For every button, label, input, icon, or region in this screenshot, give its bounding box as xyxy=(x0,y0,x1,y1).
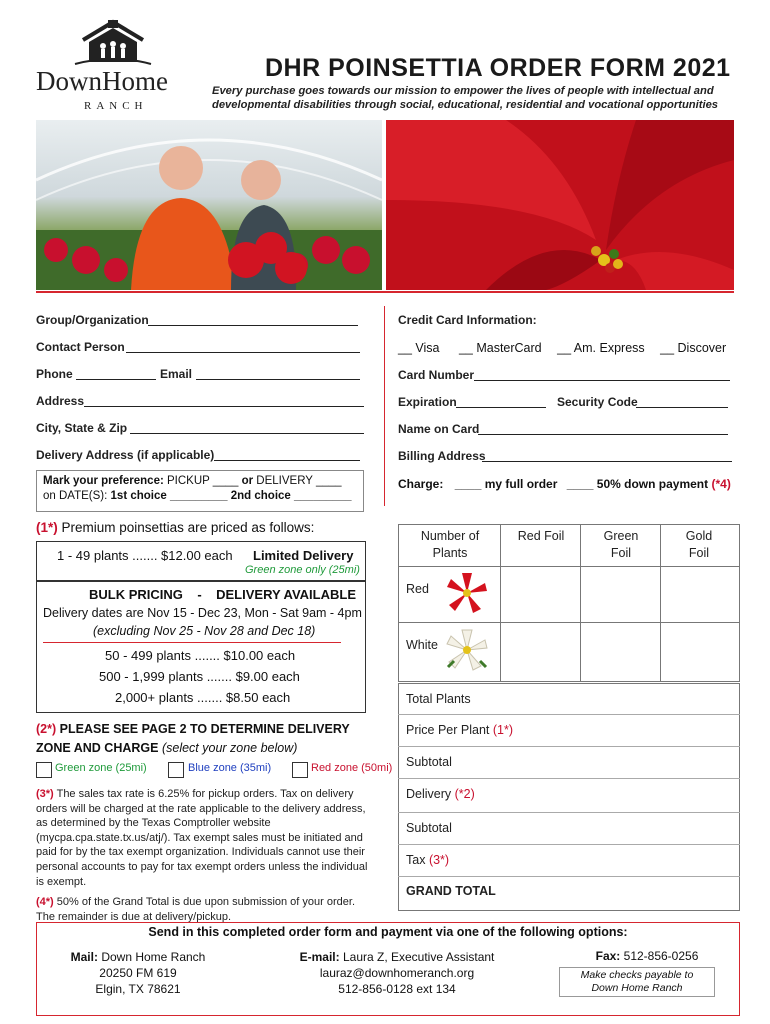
bulk-divider xyxy=(43,642,341,643)
credit-card-title: Credit Card Information: xyxy=(398,313,537,327)
discover-option[interactable]: __ Discover xyxy=(660,341,727,355)
email-field[interactable] xyxy=(196,379,360,380)
or-label: or xyxy=(241,475,254,487)
table-vline xyxy=(500,524,501,681)
pickup-option[interactable]: PICKUP ____ xyxy=(167,475,239,487)
charge-down-option[interactable]: ____ 50% down payment xyxy=(566,477,709,491)
email-phone: 512-856-0128 ext 134 xyxy=(338,982,456,996)
contact-person-label: Contact Person xyxy=(36,340,125,354)
expiration-label: Expiration xyxy=(398,395,457,409)
zone-note-sub: (select your zone below) xyxy=(161,741,298,755)
row-red-label: Red xyxy=(406,582,429,596)
date-label: on DATE(S): xyxy=(43,490,108,502)
group-organization-label: Group/Organization xyxy=(36,313,149,327)
checks-box xyxy=(559,967,715,997)
price-per-plant-label: Price Per Plant xyxy=(406,723,490,737)
tier3-price: 500 - 1,999 plants ....... $9.00 each xyxy=(99,669,300,684)
totals-hline xyxy=(398,876,740,877)
delivery-note: (*2) xyxy=(454,787,475,801)
poinsettia-image xyxy=(386,120,734,290)
city-state-zip-field[interactable] xyxy=(130,433,364,434)
greenhouse-image xyxy=(36,120,382,290)
tax-row xyxy=(406,853,449,867)
first-choice-field[interactable]: 1st choice _________ xyxy=(110,490,228,502)
red-poinsettia-icon xyxy=(444,570,490,616)
totals-hline xyxy=(398,778,740,779)
price-per-plant-note: (1*) xyxy=(492,723,514,737)
delivery-row xyxy=(406,787,475,801)
red-zone-checkbox[interactable] xyxy=(292,762,308,778)
subtotal1-label: Subtotal xyxy=(406,755,452,769)
divider-line xyxy=(36,291,734,293)
mail-block xyxy=(53,949,223,997)
security-code-field[interactable] xyxy=(636,407,728,408)
totals-hline xyxy=(398,714,740,715)
table-hline xyxy=(398,622,740,623)
tax-label: Tax xyxy=(406,853,426,867)
fax-label: Fax: xyxy=(595,949,621,963)
bulk-dates: Delivery dates are Nov 15 - Dec 23, Mon - Sat 9am - 4pm xyxy=(43,606,362,620)
delivery-address-label: Delivery Address (if applicable) xyxy=(36,448,215,462)
table-vline xyxy=(580,524,581,681)
green-zone-checkbox[interactable] xyxy=(36,762,52,778)
contact-person-field[interactable] xyxy=(126,352,360,353)
tier1-tag: Limited Delivery xyxy=(253,548,354,563)
email-label: Email xyxy=(160,367,193,381)
column-divider xyxy=(384,306,385,506)
tier4-price: 2,000+ plants ....... $8.50 each xyxy=(115,690,291,705)
mastercard-option[interactable]: __ MasterCard xyxy=(458,341,542,355)
header-gold-foil: Gold Foil xyxy=(685,529,713,560)
row-white-label: White xyxy=(406,638,438,652)
grand-note-text: 50% of the Grand Total is due upon submission of your order. The remainder is due at delivery/pickup. xyxy=(36,896,355,923)
zone-note-title: PLEASE SEE PAGE 2 TO DETERMINE DELIVERY ZONE AND CHARGE xyxy=(36,722,350,755)
name-on-card-label: Name on Card xyxy=(398,422,480,436)
bulk-title: BULK PRICING - DELIVERY AVAILABLE xyxy=(89,587,356,602)
tax-note-text: The sales tax rate is 6.25% for pickup orders. Tax on delivery orders will be charged at the rate applicable to the delivery address, as determined by the Texas Comptroller website (mycpa.cpa.state.tx.us/atj/). Tax exempt sales must be initiated and paid for by the tax exempt organization. Individuals cannot use their personal accounts to pay for tax exempt orders unless the individual is exempt. xyxy=(36,788,368,888)
charge-label: Charge: xyxy=(398,477,444,491)
zone-note xyxy=(36,720,366,758)
security-code-label: Security Code xyxy=(557,395,638,409)
pricing-note xyxy=(36,520,314,535)
pricing-note-num: (1*) xyxy=(36,520,58,535)
bulk-exclusions: (excluding Nov 25 - Nov 28 and Dec 18) xyxy=(93,624,316,638)
amex-option[interactable]: __ Am. Express xyxy=(557,341,645,355)
poinsettia-closeup-photo xyxy=(386,120,734,290)
tier1-price: 1 - 49 plants ....... $12.00 each xyxy=(57,548,233,563)
card-number-label: Card Number xyxy=(398,368,475,382)
price-per-plant-row xyxy=(406,723,513,737)
visa-option[interactable]: __ Visa xyxy=(398,341,440,355)
grand-note-num: (4*) xyxy=(36,896,54,908)
fax-number: 512-856-0256 xyxy=(623,949,699,963)
blue-zone-label: Blue zone (35mi) xyxy=(188,762,272,774)
mail-street: 20250 FM 619 xyxy=(99,966,177,980)
name-on-card-field[interactable] xyxy=(478,434,728,435)
preference-box xyxy=(36,470,364,512)
zone-note-num: (2*) xyxy=(36,722,57,736)
white-poinsettia-icon xyxy=(444,627,490,673)
delivery-address-field[interactable] xyxy=(214,460,360,461)
totals-hline xyxy=(398,746,740,747)
billing-address-field[interactable] xyxy=(482,461,732,462)
group-organization-field[interactable] xyxy=(148,325,358,326)
header-red-foil: Red Foil xyxy=(517,529,565,543)
city-state-zip-label: City, State & Zip xyxy=(36,421,128,435)
logo-subtitle: RANCH xyxy=(84,100,148,112)
address-label: Address xyxy=(36,394,85,408)
total-plants-label: Total Plants xyxy=(406,692,471,706)
table-vline xyxy=(660,524,661,681)
preference-label: Mark your preference: xyxy=(43,475,164,487)
footer-box xyxy=(36,922,740,1016)
second-choice-field[interactable]: 2nd choice _________ xyxy=(230,490,352,502)
tax-note-num: (3*) xyxy=(36,788,54,800)
tier2-price: 50 - 499 plants ....... $10.00 each xyxy=(105,648,296,663)
expiration-field[interactable] xyxy=(456,407,546,408)
table-hline xyxy=(398,566,740,567)
charge-row xyxy=(398,477,731,491)
header-number-of-plants: Number of Plants xyxy=(420,529,480,560)
blue-zone-checkbox[interactable] xyxy=(168,762,184,778)
grand-total-label: GRAND TOTAL xyxy=(406,884,496,898)
mail-label: Mail: xyxy=(70,950,98,964)
charge-note: (*4) xyxy=(711,477,731,491)
greenhouse-photo xyxy=(36,120,382,290)
email-name: Laura Z, Executive Assistant xyxy=(342,950,495,964)
card-type-options xyxy=(398,341,726,355)
card-number-field[interactable] xyxy=(474,380,730,381)
tax-note xyxy=(36,787,372,889)
send-instructions: Send in this completed order form and payment via one of the following options: xyxy=(148,925,628,939)
header-green-foil: Green Foil xyxy=(603,529,639,560)
fax-block xyxy=(577,949,717,963)
grand-total-note xyxy=(36,895,372,924)
page-title: DHR POINSETTIA ORDER FORM 2021 xyxy=(265,54,731,82)
bulk-pricing-box xyxy=(36,581,366,713)
email-block xyxy=(277,949,517,997)
down-home-ranch-logo xyxy=(28,18,198,118)
totals-hline xyxy=(398,844,740,845)
barn-icon xyxy=(73,18,153,66)
charge-full-option[interactable]: ____ my full order xyxy=(454,477,558,491)
tier1-zone: Green zone only (25mi) xyxy=(245,564,360,576)
totals-hline xyxy=(398,812,740,813)
mail-city: Elgin, TX 78621 xyxy=(95,982,181,996)
phone-field[interactable] xyxy=(76,379,156,380)
billing-address-label: Billing Address xyxy=(398,449,486,463)
email-label: E-mail: xyxy=(299,950,340,964)
checks-line2: Down Home Ranch xyxy=(591,982,683,994)
phone-label: Phone xyxy=(36,367,73,381)
delivery-label: Delivery xyxy=(406,787,452,801)
pricing-note-text: Premium poinsettias are priced as follows: xyxy=(61,520,315,535)
address-field[interactable] xyxy=(84,406,364,407)
red-zone-label: Red zone (50mi) xyxy=(311,762,393,774)
subtotal2-label: Subtotal xyxy=(406,821,452,835)
checks-line1: Make checks payable to xyxy=(580,969,694,981)
green-zone-label: Green zone (25mi) xyxy=(55,762,147,774)
delivery-option[interactable]: DELIVERY ____ xyxy=(256,475,342,487)
mail-name: Down Home Ranch xyxy=(101,950,206,964)
tax-note-ref: (3*) xyxy=(428,853,450,867)
email-address[interactable]: lauraz@downhomeranch.org xyxy=(319,966,475,980)
logo-wordmark: DownHome xyxy=(36,66,168,96)
mission-statement: Every purchase goes towards our mission to empower the lives of people with intellectual and developmental disabilities through social, educational, residential and vocational opportunities xyxy=(212,85,719,111)
tier1-box xyxy=(36,541,366,581)
